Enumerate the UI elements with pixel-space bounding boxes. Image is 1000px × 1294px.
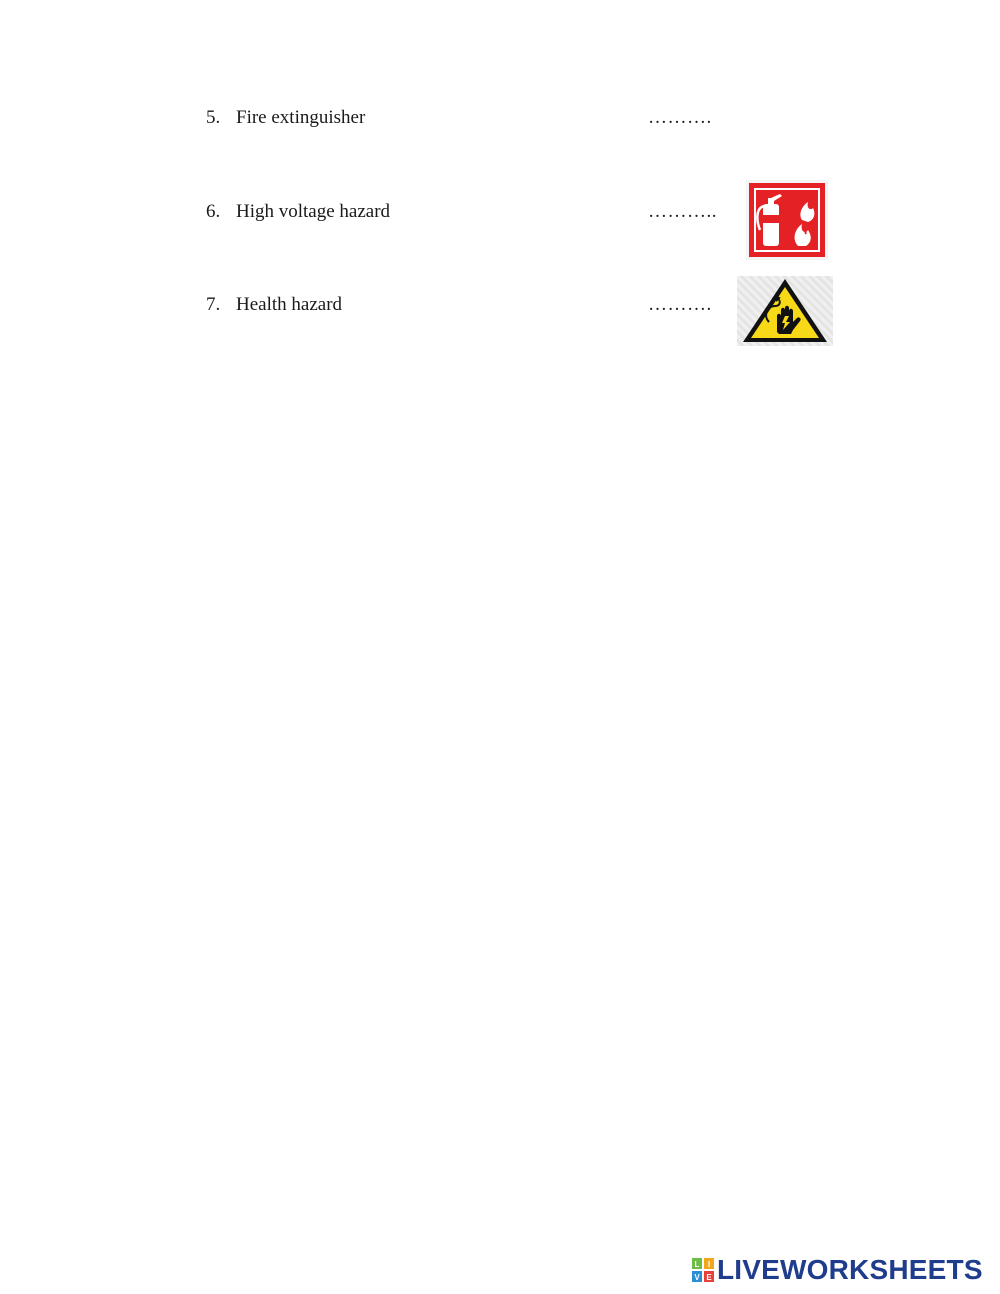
- liveworksheets-logo-icon: [692, 1258, 714, 1282]
- brand-name: LIVEWORKSHEETS: [717, 1254, 983, 1285]
- item-label: Fire extinguisher: [236, 107, 366, 128]
- list-item-6: [206, 200, 390, 224]
- svg-text:E: E: [706, 1273, 712, 1282]
- item-label: High voltage hazard: [236, 201, 391, 222]
- item-number: 6.: [206, 201, 221, 222]
- answer-blank-7[interactable]: ……….: [648, 294, 712, 315]
- item-number: 5.: [206, 107, 221, 128]
- svg-text:V: V: [694, 1273, 700, 1282]
- answer-blank-6[interactable]: ………..: [648, 201, 717, 222]
- list-item-7: [206, 293, 342, 317]
- item-label: Health hazard: [236, 294, 343, 315]
- list-item-5: [206, 106, 365, 130]
- svg-text:L: L: [694, 1260, 700, 1269]
- fire-extinguisher-sign-icon: [746, 180, 828, 260]
- item-number: 7.: [206, 294, 221, 315]
- high-voltage-warning-sign-icon: [737, 276, 833, 346]
- answer-blank-5[interactable]: ……….: [648, 107, 712, 128]
- liveworksheets-logo: [692, 1256, 983, 1284]
- svg-text:I: I: [707, 1260, 711, 1269]
